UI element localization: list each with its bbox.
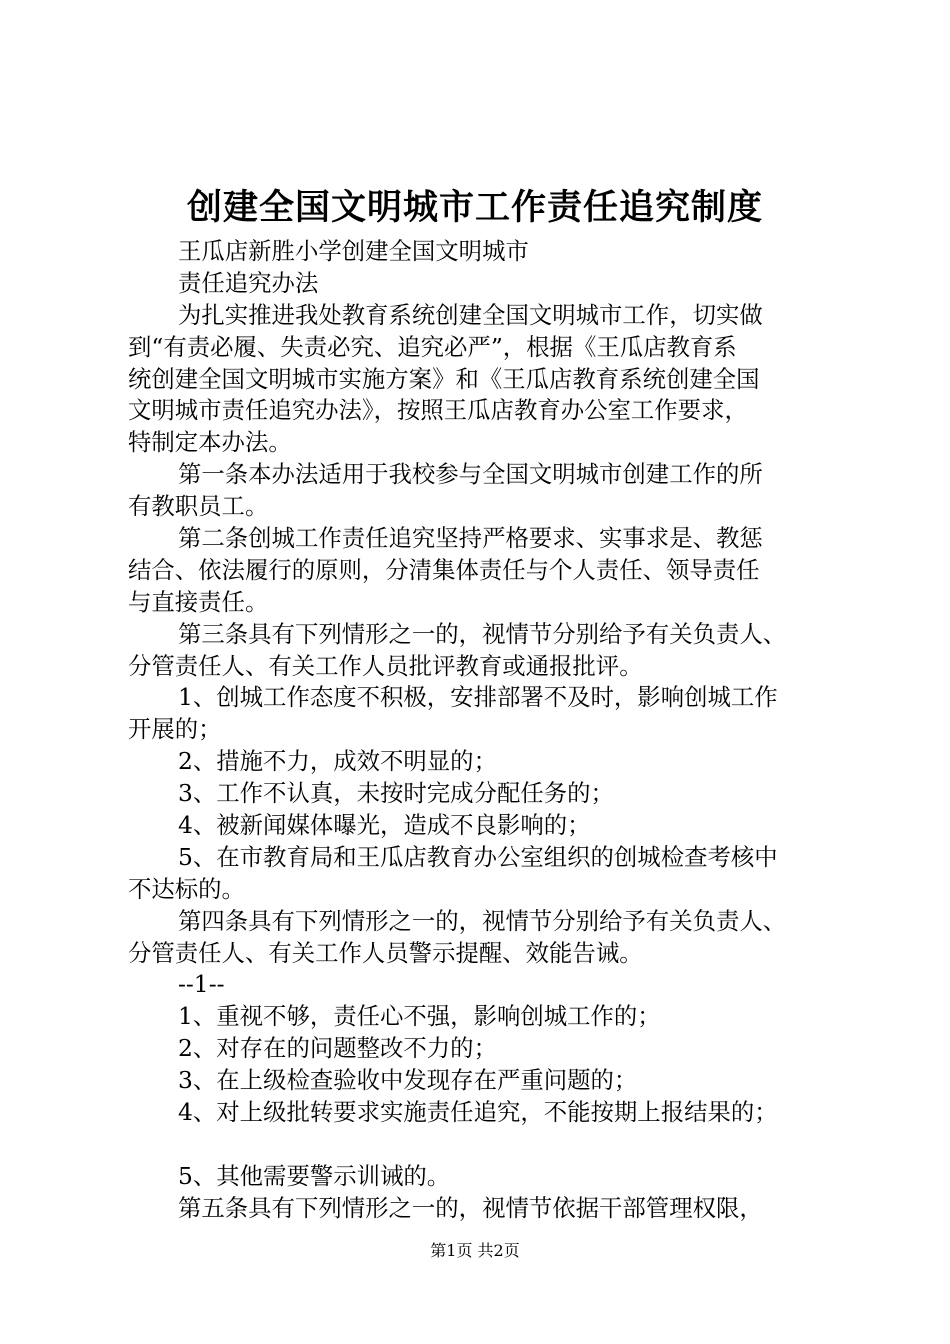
article-2-line: 与直接责任。 <box>128 587 269 616</box>
article-3-line: 第三条具有下列情形之一的，视情节分别给予有关负责人、 <box>178 619 787 648</box>
article-4-line: 分管责任人、有关工作人员警示提醒、效能告诫。 <box>128 938 643 967</box>
article-4-line: 第四条具有下列情形之一的，视情节分别给予有关负责人、 <box>178 906 787 935</box>
page-footer: 第1页 共2页 <box>430 1241 520 1260</box>
list-item: 开展的； <box>128 715 222 744</box>
intro-paragraph-line: 文明城市责任追究办法》，按照王瓜店教育办公室工作要求， <box>128 396 748 425</box>
article-5-line: 第五条具有下列情形之一的，视情节依据干部管理权限， <box>178 1193 763 1222</box>
article-3-line: 分管责任人、有关工作人员批评教育或通报批评。 <box>128 651 643 680</box>
subtitle-line: 王瓜店新胜小学创建全国文明城市 <box>178 237 529 265</box>
article-2-line: 结合、依法履行的原则，分清集体责任与个人责任、领导责任 <box>128 555 760 584</box>
list-item: 3、在上级检查验收中发现存在严重问题的； <box>178 1066 638 1095</box>
article-1-line: 有教职员工。 <box>128 492 269 521</box>
list-item: 1、重视不够，责任心不强，影响创城工作的； <box>178 1002 661 1031</box>
list-item: 4、被新闻媒体曝光，造成不良影响的； <box>178 811 591 840</box>
list-item: 4、对上级批转要求实施责任追究，不能按期上报结果的； <box>178 1098 778 1127</box>
inline-page-marker: --1-- <box>178 970 225 999</box>
intro-paragraph-line: 到“有责必履、失责必究、追究必严”，根据《王瓜店教育系 <box>128 332 737 361</box>
list-item: 5、在市教育局和王瓜店教育办公室组织的创城检查考核中 <box>178 842 778 871</box>
list-item: 1、创城工作态度不积极，安排部署不及时，影响创城工作 <box>178 683 778 712</box>
list-item: 2、对存在的问题整改不力的； <box>178 1034 497 1063</box>
subtitle-line: 责任追究办法 <box>178 268 319 297</box>
document-body <box>128 236 830 1225</box>
list-item: 3、工作不认真，未按时完成分配任务的； <box>178 779 614 808</box>
article-2-line: 第二条创城工作责任追究坚持严格要求、实事求是、教惩 <box>178 524 763 553</box>
article-1-line: 第一条本办法适用于我校参与全国文明城市创建工作的所 <box>178 460 763 489</box>
list-item: 5、其他需要警示训诫的。 <box>178 1161 451 1190</box>
blank-line <box>128 1129 830 1161</box>
intro-paragraph-line: 为扎实推进我处教育系统创建全国文明城市工作，切实做 <box>178 300 763 329</box>
list-item: 2、措施不力，成效不明显的； <box>178 747 497 776</box>
intro-paragraph-line: 特制定本办法。 <box>128 428 292 457</box>
intro-paragraph-line: 统创建全国文明城市实施方案》和《王瓜店教育系统创建全国 <box>128 364 760 393</box>
document-title: 创建全国文明城市工作责任追究制度 <box>186 187 763 228</box>
list-item: 不达标的。 <box>128 874 245 903</box>
